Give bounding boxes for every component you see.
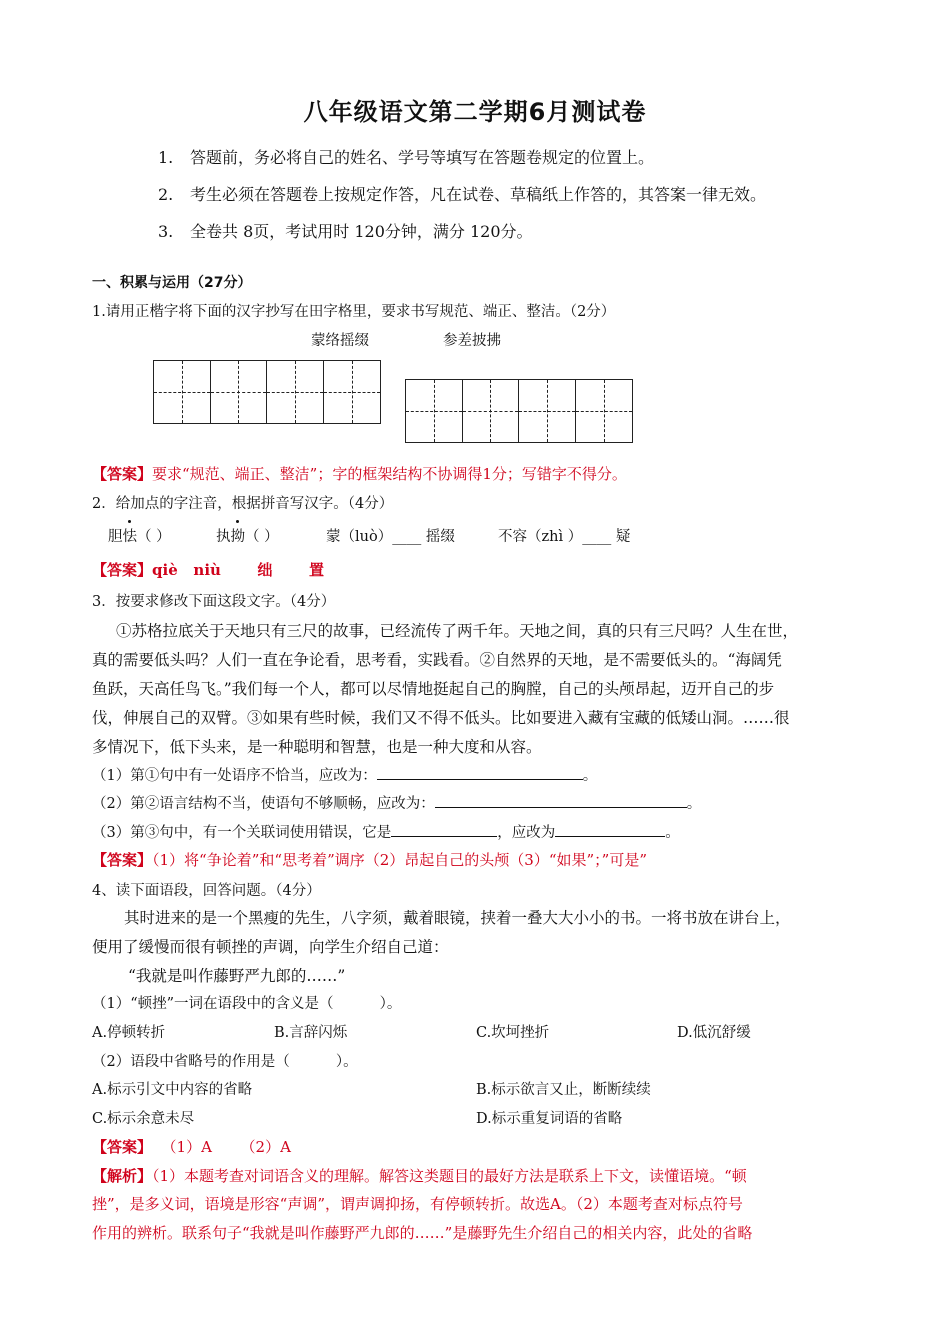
q1-answer: 【答案】要求“规范、端正、整洁”；字的框架结构不协调得1分；写错字不得分。 [92, 465, 627, 483]
q2-item-1: 胆怯（ ） [108, 525, 171, 546]
q4-para-line: 其时进来的是一个黑瘦的先生，八字须，戴着眼镜，挟着一叠大大小小的书。一将书放在讲台上， [124, 909, 791, 927]
q4-analysis-line: 挫”，是多义词，语境是形容“声调”，谓声调抑扬，有停顿转折。故选A。（2）本题考查对标点符号 [92, 1195, 743, 1213]
tianzige-cell [324, 361, 381, 423]
q4-option: A.标示引文中内容的省略 [92, 1082, 253, 1098]
q1-text: 1.请用正楷字将下面的汉字抄写在田字格里，要求书写规范、端正、整洁。（2分） [92, 304, 616, 320]
q3-sub-1: （1）第①句中有一处语序不恰当，应改为： 。 [92, 764, 597, 785]
answer-blank[interactable] [377, 765, 583, 780]
tianzige-cell [154, 361, 211, 423]
q4-option: A.停顿转折 [92, 1025, 166, 1041]
q2-answer: 【答案】qiè niù 绌 置 [92, 561, 325, 579]
tianzige-grid-2 [405, 379, 633, 443]
q4-option: D.标示重复词语的省略 [476, 1111, 623, 1127]
q2-text: 2．给加点的字注音，根据拼音写汉字。（4分） [92, 496, 394, 512]
q4-option: B.标示欲言又止，断断续续 [476, 1082, 651, 1098]
section-heading: 一、积累与运用（27分） [92, 275, 252, 291]
q4-answer: 【答案】 （1）A （2）A [92, 1138, 291, 1156]
note-3: 3. 全卷共 8页，考试用时 120分钟，满分 120分。 [158, 222, 533, 241]
q4-sub-1: （1）“顿挫”一词在语段中的含义是（ ）。 [92, 996, 402, 1012]
q3-para-line: 伐，伸展自己的双臂。③如果有些时候，我们又不得不低头。比如要进入藏有宝藏的低矮山洞。……很 [92, 709, 790, 727]
tianzige-cell [463, 380, 520, 442]
tianzige-cell [519, 380, 576, 442]
emphasis-dot-char: 拗 [231, 525, 246, 546]
q4-text: 4、读下面语段，回答问题。（4分） [92, 883, 321, 899]
answer-blank[interactable] [555, 822, 665, 837]
note-1: 1. 答题前，务必将自己的姓名、学号等填写在答题卷规定的位置上。 [158, 148, 655, 167]
q3-para-line: 多情况下，低下头来，是一种聪明和智慧，也是一种大度和从容。 [92, 738, 542, 756]
q1-word2: 参差披拂 [443, 333, 501, 349]
q2-item-2: 执拗（ ） [216, 525, 279, 546]
q3-para-line: ①苏格拉底关于天地只有三尺的故事，已经流传了两千年。天地之间，真的只有三尺吗？人生在世， [116, 622, 799, 640]
answer-blank[interactable] [435, 793, 687, 808]
q4-para-line: 便用了缓慢而很有顿挫的声调，向学生介绍自己道： [92, 938, 449, 956]
q3-sub-2: （2）第②语言结构不当，使语句不够顺畅，应改为： 。 [92, 792, 701, 813]
q4-sub-2: （2）语段中省略号的作用是（ ）。 [92, 1054, 358, 1070]
q4-option: B.言辞闪烁 [274, 1025, 348, 1041]
q4-option: D.低沉舒缓 [677, 1025, 751, 1041]
tianzige-cell [576, 380, 633, 442]
q3-para-line: 真的需要低头吗？人们一直在争论看，思考看，实践看。②自然界的天地，是不需要低头的。“海阔凭 [92, 651, 782, 669]
page-title: 八年级语文第二学期6月测试卷 [303, 98, 647, 126]
q3-answer: 【答案】（1）将“争论着”和“思考着”调序（2）昂起自己的头颅（3）“如果”；”可是” [92, 851, 647, 869]
q3-text: 3．按要求修改下面这段文字。（4分） [92, 594, 336, 610]
q2-item-4: 不容（zhì ）____ 疑 [498, 529, 631, 545]
q4-option: C.标示余意未尽 [92, 1111, 195, 1127]
tianzige-grid-1 [153, 360, 381, 424]
q2-item-3: 蒙（luò）____ 摇缀 [326, 529, 455, 545]
tianzige-cell [211, 361, 268, 423]
q4-option: C.坎坷挫折 [476, 1025, 550, 1041]
q3-para-line: 鱼跃，天高任鸟飞。”我们每一个人，都可以尽情地挺起自己的胸膛，自己的头颅昂起，迈开自己的步 [92, 680, 775, 698]
tianzige-cell [406, 380, 463, 442]
answer-blank[interactable] [391, 822, 497, 837]
q4-analysis-line: 作用的辨析。联系句子“我就是叫作藤野严九郎的……”是藤野先生介绍自己的相关内容，此处的省略 [92, 1224, 753, 1242]
q4-quote: “我就是叫作藤野严九郎的……” [128, 967, 346, 985]
tianzige-cell [267, 361, 324, 423]
note-2: 2. 考生必须在答题卷上按规定作答，凡在试卷、草稿纸上作答的，其答案一律无效。 [158, 185, 767, 204]
emphasis-dot-char: 怯 [123, 525, 138, 546]
q4-analysis: 【解析】（1）本题考查对词语含义的理解。解答这类题目的最好方法是联系上下文，读懂语境。“顿 [92, 1167, 747, 1185]
q3-sub-3: （3）第③句中，有一个关联词使用错误，它是 ，应改为 。 [92, 821, 680, 842]
q1-word1: 蒙络摇缀 [311, 333, 369, 349]
